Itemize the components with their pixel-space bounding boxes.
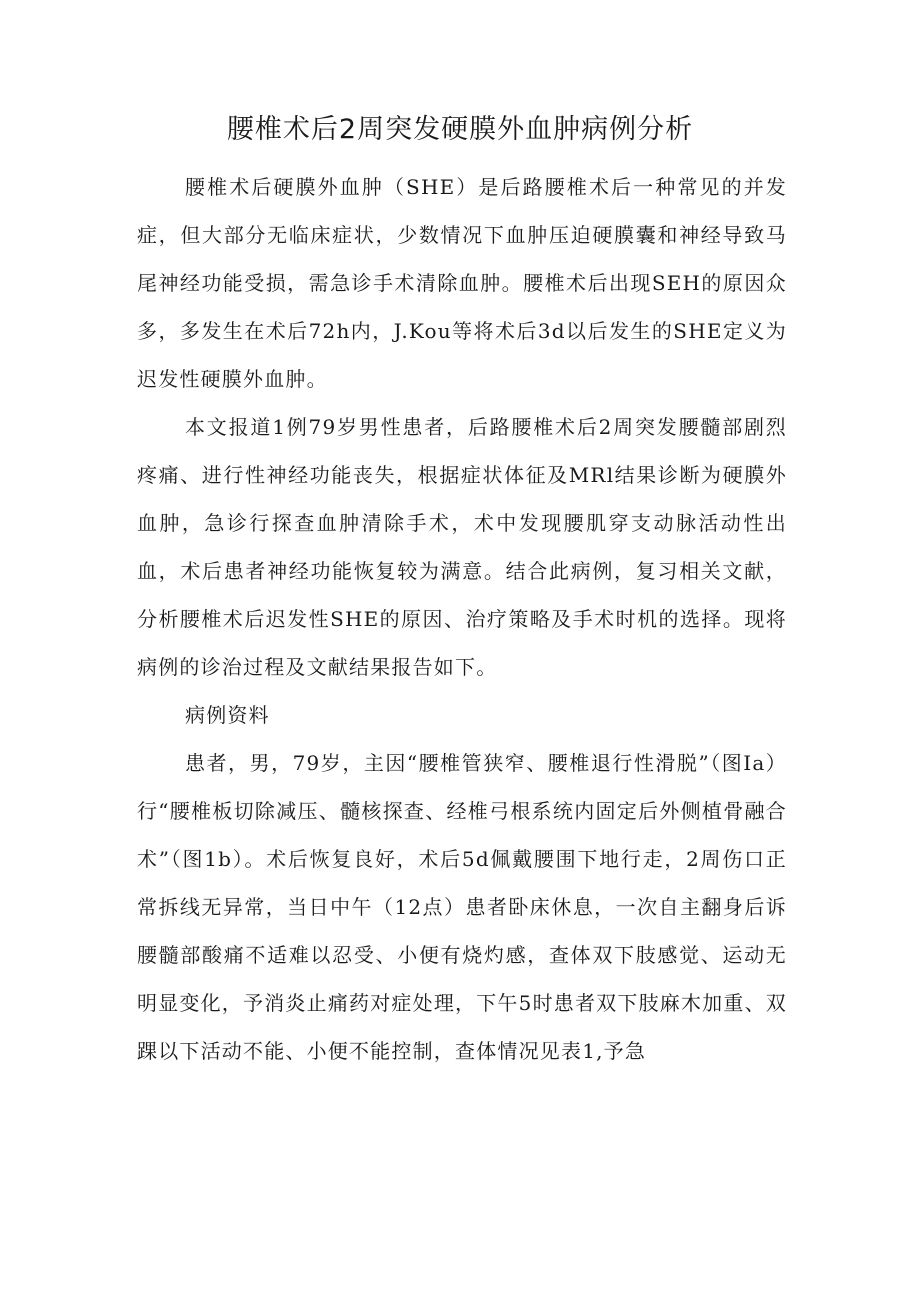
document-title: 腰椎术后2周突发硬膜外血肿病例分析 <box>226 114 694 145</box>
paragraph-case-summary: 本文报道1例79岁男性患者，后路腰椎术后2周突发腰髓部剧烈疼痛、进行性神经功能丧失，根据症状体征及MRl结果诊断为硬膜外血肿，急诊行探查血肿清除手术，术中发现腰肌穿支动脉活动性出血，术后患者神经功能恢复较为满意。结合此病例，复习相关文献，分析腰椎术后迟发性SHE的原因、治疗策略及手术时机的选择。现将病例的诊治过程及文献结果报告如下。 <box>137 415 787 679</box>
paragraph-case-details: 患者，男，79岁，主因“腰椎管狭窄、腰椎退行性滑脱”（图Ia）行“腰椎板切除减压、髓核探查、经椎弓根系统内固定后外侧植骨融合术”（图1b）。术后恢复良好，术后5d佩戴腰围下地行走，2周伤口正常拆线无异常，当日中午（12点）患者卧床休息，一次自主翻身后诉腰髓部酸痛不适难以忍受、小便有烧灼感，查体双下肢感觉、运动无明显变化，予消炎止痛药对症处理，下午5时患者双下肢麻木加重、双踝以下活动不能、小便不能控制，查体情况见表1,予急 <box>137 751 787 1063</box>
paragraph-intro: 腰椎术后硬膜外血肿（SHE）是后路腰椎术后一种常见的并发症，但大部分无临床症状，少数情况下血肿压迫硬膜囊和神经导致马尾神经功能受损，需急诊手术清除血肿。腰椎术后出现SEH的原因众多，多发生在术后72h内，J.Kou等将术后3d以后发生的SHE定义为迟发性硬膜外血肿。 <box>137 175 787 391</box>
document-body <box>137 163 787 1075</box>
section-heading-case-data: 病例资料 <box>185 703 270 727</box>
